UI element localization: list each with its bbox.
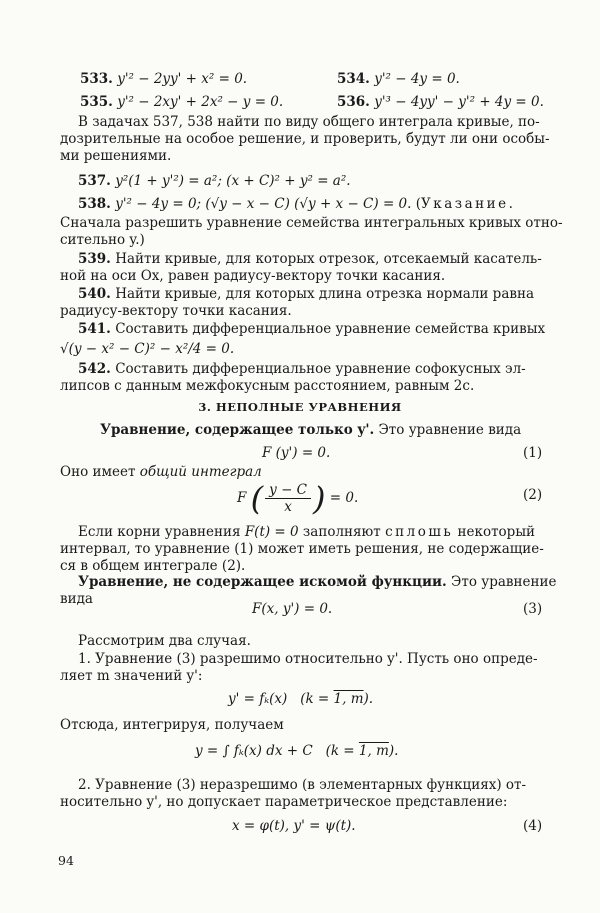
- two-cases-line: Рассмотрим два случая.: [78, 633, 251, 649]
- case-2-line-2: носительно y', но допускает параметрическое представление:: [60, 794, 508, 810]
- equation-1: F (y') = 0.: [262, 445, 331, 461]
- problem-538-line: Сначала разрешить уравнение семейства интегральных кривых отно-: [60, 215, 563, 231]
- problem-539-line: ной на оси Ox, равен радиусу-вектору точки касания.: [60, 268, 446, 284]
- subsection-2-line: вида: [60, 591, 93, 607]
- problem-542-line: липсов с данным межфокусным расстоянием, равным 2c.: [60, 378, 475, 394]
- intro-line: дозрительные на особое решение, и проверить, будут ли они особы-: [60, 131, 550, 147]
- equation-1-number: (1): [523, 445, 543, 461]
- subsection-2-heading: Уравнение, не содержащее искомой функции.: [78, 574, 447, 590]
- equation-2: F ( $\frac{y - C}{x}$ ) = 0.: [237, 479, 359, 518]
- section-title: 3. НЕПОЛНЫЕ УРАВНЕНИЯ: [198, 400, 402, 414]
- problem-539: 539. Найти кривые, для которых отрезок, отсекаемый касатель-: [78, 251, 542, 267]
- general-integral-line: Оно имеет общий интеграл: [60, 464, 262, 480]
- problem-541-formula: √(y − x² − C)² − x²/4 = 0.: [60, 341, 235, 357]
- problem-540: 540. Найти кривые, для которых длина отрезка нормали равна: [78, 286, 535, 302]
- roots-line-1: Если корни уравнения F(t) = 0 заполняют сплошь некоторый: [78, 524, 536, 540]
- case-2-line-1: 2. Уравнение (3) неразрешимо (в элементарных функциях) от-: [78, 777, 527, 793]
- subsection-1: Уравнение, содержащее только y'. Это уравнение вида: [100, 422, 522, 438]
- problem-536: 536. y'³ − 4yy' − y'² + 4y = 0.: [337, 94, 544, 110]
- equation-3-number: (3): [523, 601, 543, 617]
- hint-label: Указание.: [421, 196, 516, 212]
- equation-integral: y = ∫ fₖ(x) dx + C (k = 1, m).: [195, 743, 399, 759]
- intro-line: ми решениями.: [60, 148, 172, 164]
- page-number: 94: [58, 853, 74, 868]
- problem-537: 537. y²(1 + y'²) = a²; (x + C)² + y² = a².: [78, 173, 351, 189]
- problem-533: 533. y'² − 2yy' + x² = 0.: [80, 71, 248, 87]
- roots-line-2: интервал, то уравнение (1) может иметь решения, не содержащие-: [60, 541, 544, 557]
- equation-2-number: (2): [523, 487, 543, 503]
- equation-fk: y' = fₖ(x) (k = 1, m).: [228, 691, 374, 707]
- subsection-1-heading: Уравнение, содержащее только y'.: [100, 422, 375, 438]
- case-1-line-2: ляет m значений y':: [60, 668, 203, 684]
- case-1-line-1: 1. Уравнение (3) разрешимо относительно y'. Пусть оно опреде-: [78, 651, 538, 667]
- integrating-line: Отсюда, интегрируя, получаем: [60, 717, 284, 733]
- equation-4: x = φ(t), y' = ψ(t).: [232, 818, 356, 834]
- roots-line-3: ся в общем интеграле (2).: [60, 558, 246, 574]
- problem-538: 538. y'² − 4y = 0; (√y − x − C) (√y + x − C) = 0. (Указание.: [78, 196, 516, 212]
- problem-534: 534. y'² − 4y = 0.: [337, 71, 460, 87]
- equation-4-number: (4): [523, 818, 543, 834]
- fraction: $\frac{y - C}{x}$: [265, 482, 311, 515]
- problem-541: 541. Составить дифференциальное уравнение семейства кривых: [78, 321, 546, 337]
- problem-538-line: сительно y.): [60, 232, 145, 248]
- equation-3: F(x, y') = 0.: [252, 601, 333, 617]
- intro-line: В задачах 537, 538 найти по виду общего интеграла кривые, по-: [78, 114, 540, 130]
- problem-540-line: радиусу-вектору точки касания.: [60, 303, 292, 319]
- problem-542: 542. Составить дифференциальное уравнение софокусных эл-: [78, 361, 526, 377]
- subsection-2: Уравнение, не содержащее искомой функции. Это уравнение: [78, 574, 557, 590]
- problem-535: 535. y'² − 2xy' + 2x² − y = 0.: [80, 94, 284, 110]
